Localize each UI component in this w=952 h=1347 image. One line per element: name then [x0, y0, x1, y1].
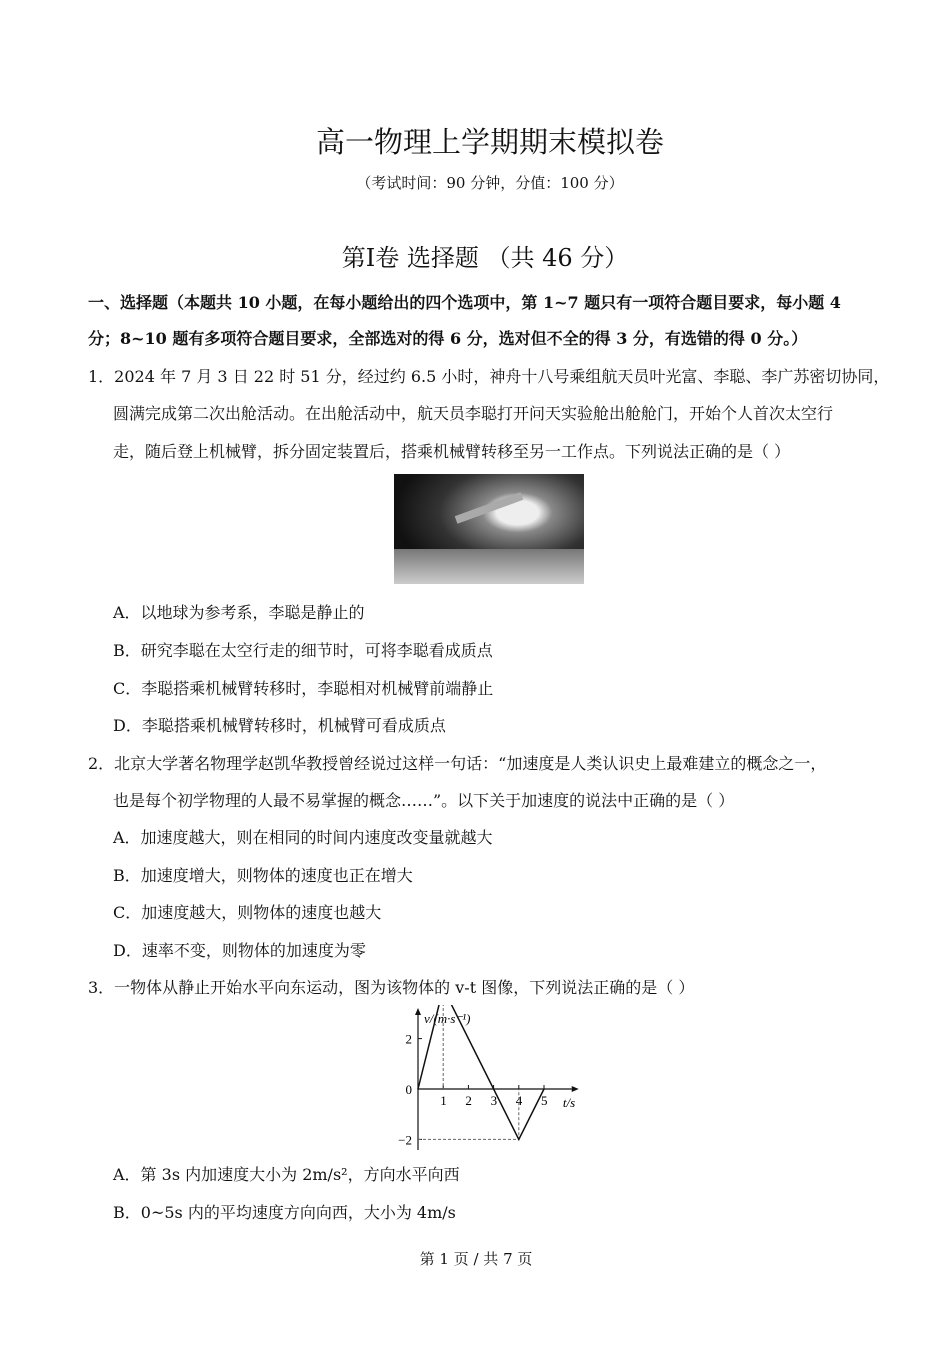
exam-info: （考试时间：90 分钟，分值：100 分）	[356, 174, 624, 192]
option: C．李聪搭乘机械臂转移时，李聪相对机械臂前端静止	[113, 679, 494, 698]
option: A．第 3s 内加速度大小为 2m/s²，方向水平向西	[113, 1165, 460, 1184]
x-axis-label: t/s	[562, 1095, 576, 1110]
y-axis-arrow-icon	[415, 1008, 421, 1015]
x-axis-arrow-icon	[572, 1086, 579, 1092]
option: D．李聪搭乘机械臂转移时，机械臂可看成质点	[113, 716, 446, 735]
option: C．加速度越大，则物体的速度也越大	[113, 903, 382, 922]
instructions-line: 分；8~10 题有多项符合题目要求，全部选对的得 6 分，选对但不全的得 3 分，有选错的得 0 分。）	[88, 329, 808, 348]
page-title: 高一物理上学期期末模拟卷	[315, 125, 664, 159]
question-2-text: 2．北京大学著名物理学赵凯华教授曾经说过这样一句话：“加速度是人类认识史上最难建立的概念之一，	[88, 754, 827, 773]
section-heading: 第I卷 选择题 （共 46 分）	[341, 244, 629, 272]
data-point	[543, 1088, 545, 1090]
astronaut-photo	[394, 474, 584, 584]
x-tick-label: 2	[465, 1093, 472, 1108]
question-1-text: 圆满完成第二次出舱活动。在出舱活动中，航天员李聪打开问天实验舱出舱舱门，开始个人首次太空行	[113, 404, 834, 423]
instructions-line: 一、选择题（本题共 10 小题，在每小题给出的四个选项中，第 1~7 题只有一项符合题目要求，每小题 4	[88, 293, 841, 312]
option: B．研究李聪在太空行走的细节时，可将李聪看成质点	[113, 641, 493, 660]
x-tick-label: 4	[515, 1093, 523, 1108]
x-tick-label: 3	[490, 1093, 498, 1108]
option: A．加速度越大，则在相同的时间内速度改变量就越大	[113, 828, 493, 847]
y-tick-label: 0	[405, 1082, 412, 1097]
page-footer: 第 1 页 / 共 7 页	[419, 1250, 533, 1268]
option: D．速率不变，则物体的加速度为零	[113, 941, 366, 960]
data-point	[493, 1088, 495, 1090]
y-tick-label: −2	[398, 1132, 412, 1148]
question-1-text: 走，随后登上机械臂，拆分固定装置后，搭乘机械臂转移至另一工作点。下列说法正确的是（ ）	[113, 442, 791, 461]
x-tick-label: 1	[440, 1093, 447, 1108]
option: B．0~5s 内的平均速度方向向西，大小为 4m/s	[113, 1203, 456, 1222]
question-2-text: 也是每个初学物理的人最不易掌握的概念……”。以下关于加速度的说法中正确的是（ ）	[113, 791, 735, 810]
option: B．加速度增大，则物体的速度也正在增大	[113, 866, 413, 885]
x-tick-label: 5	[541, 1093, 548, 1108]
question-3-text: 3．一物体从静止开始水平向东运动，图为该物体的 v-t 图像，下列说法正确的是（ ）	[88, 978, 695, 997]
data-point	[417, 1088, 419, 1090]
y-tick-label: 2	[405, 1031, 412, 1047]
y-axis-label: v/(m·s⁻¹)	[424, 1011, 471, 1026]
vt-chart	[395, 1005, 595, 1150]
option: A．以地球为参考系，李聪是静止的	[113, 603, 365, 622]
data-point	[518, 1139, 520, 1141]
question-1-text: 1．2024 年 7 月 3 日 22 时 51 分，经过约 6.5 小时，神舟十八号乘组航天员叶光富、李聪、李广苏密切协同，	[88, 367, 890, 386]
